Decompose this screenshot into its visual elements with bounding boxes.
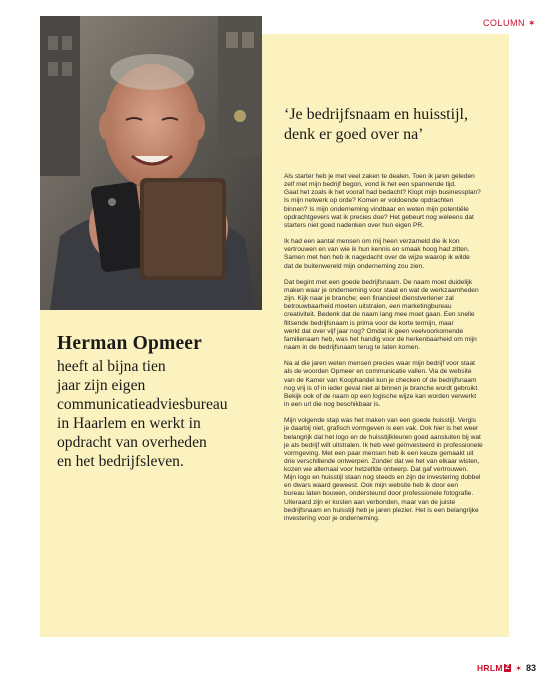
body-line: starters niet goed nadenken over hun eigen PR. xyxy=(284,221,425,229)
body-line: je als bedrijf wilt uitstralen. Ik heb veel geïnvesteerd in professionele xyxy=(284,441,483,449)
body-line: nog vrij is of in ieder geval niet al binnen je branche wordt gebruikt. xyxy=(284,384,479,392)
paragraph xyxy=(284,360,500,409)
body-line: vertrouwen en van wie ik hun kennis en smaak hoog had zitten. xyxy=(284,246,470,254)
body-line: Is mijn netwerk op orde? Komen er voldoende opdrachten xyxy=(284,197,454,205)
paragraph xyxy=(284,238,500,271)
article-title xyxy=(284,105,500,144)
body-line: kozen we allemaal voor hetzelfde ontwerp. Dat gaf vertrouwen. xyxy=(284,466,468,474)
intro-line: communicatieadviesbureau xyxy=(57,396,228,413)
page-footer xyxy=(477,663,536,673)
body-line: dat de buitenwereld mijn onderneming zou zien. xyxy=(284,262,425,270)
body-line: werkt dat over vijf jaar nog? Omdat ik geen veelvoorkomende xyxy=(284,327,464,335)
intro-line: opdracht van overheden xyxy=(57,434,207,451)
body-line: familienaam heb, was het handig voor de herkenbaarheid om mijn xyxy=(284,335,477,343)
body-line: Uiteraard zijn er kosten aan verbonden, maar van de juiste xyxy=(284,498,456,506)
body-line: drie verschillende ontwerpen. Zonder dat we het van elkaar wisten, xyxy=(284,457,480,465)
body-line: investering voor je onderneming. xyxy=(284,514,380,522)
paragraph-gap xyxy=(284,409,500,417)
logo-box: Z xyxy=(505,664,510,671)
title-line: denk er goed over na’ xyxy=(284,125,424,143)
paragraph xyxy=(284,173,500,230)
star-icon: ✶ xyxy=(515,663,522,673)
body-line: bedrijfsnaam en huisstijl heb je jaren plezier. Het is een belangrijke xyxy=(284,506,479,514)
body-line: van de Kamer van Koophandel kun je checken of de bedrijfsnaam xyxy=(284,376,477,384)
body-line: Ik had een aantal mensen om mij heen verzameld die ik kon xyxy=(284,238,460,246)
profile-name: Herman Opmeer xyxy=(57,333,203,354)
intro-line: jaar zijn eigen xyxy=(57,377,146,394)
body-line: maken waar je onderneming voor staat en wat de werkzaamheden xyxy=(284,286,479,294)
body-line: flitsende bedrijfsnaam is prima voor de korte termijn, maar xyxy=(284,319,454,327)
body-line: opdrachtgevers wat ik precies doe? Het gebeurt nog weleens dat xyxy=(284,213,474,221)
body-line: Na al die jaren weten mensen precies waar mijn bedrijf voor staat xyxy=(284,360,475,368)
paragraph-gap xyxy=(284,230,500,238)
paragraph xyxy=(284,417,500,523)
body-line: zijn. Kijk naar je branche; een financieel dienstverlener zal xyxy=(284,295,454,303)
paragraph xyxy=(284,279,500,352)
body-line: Mijn volgende stap was het maken van een goede huisstijl. Vergis xyxy=(284,417,477,425)
body-line: Als starter heb je met veel zaken te dealen. Toen ik jaren geleden xyxy=(284,173,475,180)
body-line: Dat begint met een goede bedrijfsnaam. De naam moet duidelijk xyxy=(284,278,473,286)
title-line: ‘Je bedrijfsnaam en huisstijl, xyxy=(284,106,468,123)
star-icon: ✶ xyxy=(527,18,536,28)
body-line: Bekijk ook of de naam op een logische wijze kan worden verwerkt xyxy=(284,392,477,400)
logo-text: HRLM xyxy=(476,663,503,673)
body-line: in een url die nog beschikbaar is. xyxy=(284,400,381,408)
body-line: en dwars waard geweest. Ook mijn website heb ik door een xyxy=(284,482,459,490)
body-line: binnen? Is mijn onderneming vindbaar en weten mijn potentiële xyxy=(284,205,469,213)
section-label xyxy=(483,18,536,29)
paragraph-gap xyxy=(284,352,500,360)
body-line: als de woorden Opmeer en communicatie vallen. Via de website xyxy=(284,368,472,376)
portrait-illustration xyxy=(40,16,262,310)
body-line: creativiteit. Bedenk dat de naam lang mee moet gaan. Een snelle xyxy=(284,311,475,319)
intro-line: heeft al bijna tien xyxy=(57,358,166,375)
body-line: vormgeving. Met een paar mensen heb ik een keuze gemaakt uit xyxy=(284,449,474,457)
body-line: naam in de bedrijfsnaam terug te laten komen. xyxy=(284,343,420,351)
section-label-text: COLUMN xyxy=(482,18,525,28)
intro-line: in Haarlem en werkt in xyxy=(57,415,201,432)
body-line: betrouwbaarheid moeten uitstralen, een marketingbureau xyxy=(284,303,452,311)
intro-line: en het bedrijfsleven. xyxy=(57,453,184,470)
portrait-photo xyxy=(40,16,262,310)
body-line: Gaat het zoals ik het vooraf had bedacht? Klopt mijn businessplan? xyxy=(284,189,481,197)
page-number: 83 xyxy=(525,663,536,673)
body-line: Mijn logo en huisstijl staan nog steeds en zijn de investering dubbel xyxy=(284,474,481,482)
paragraph-gap xyxy=(284,271,500,279)
body-line: bureau laten bouwen, ondersteund door professionele fotografie. xyxy=(284,490,474,498)
magazine-logo xyxy=(477,663,511,673)
body-line: je daarbij niet, grafisch vormgeven is een vak. Ook hier is het weer xyxy=(284,425,479,433)
article-body xyxy=(284,173,500,523)
body-line: Samen met hen heb ik nagedacht over de wijze waarop ik wilde xyxy=(284,254,470,262)
body-line: zelf met mijn bedrijf begon, vond ik het een spannende tijd. xyxy=(284,181,456,189)
body-line: belangrijk dat het logo en de huisstijlkleuren goed aansluiten bij wat xyxy=(284,433,481,441)
profile-intro xyxy=(57,357,257,471)
